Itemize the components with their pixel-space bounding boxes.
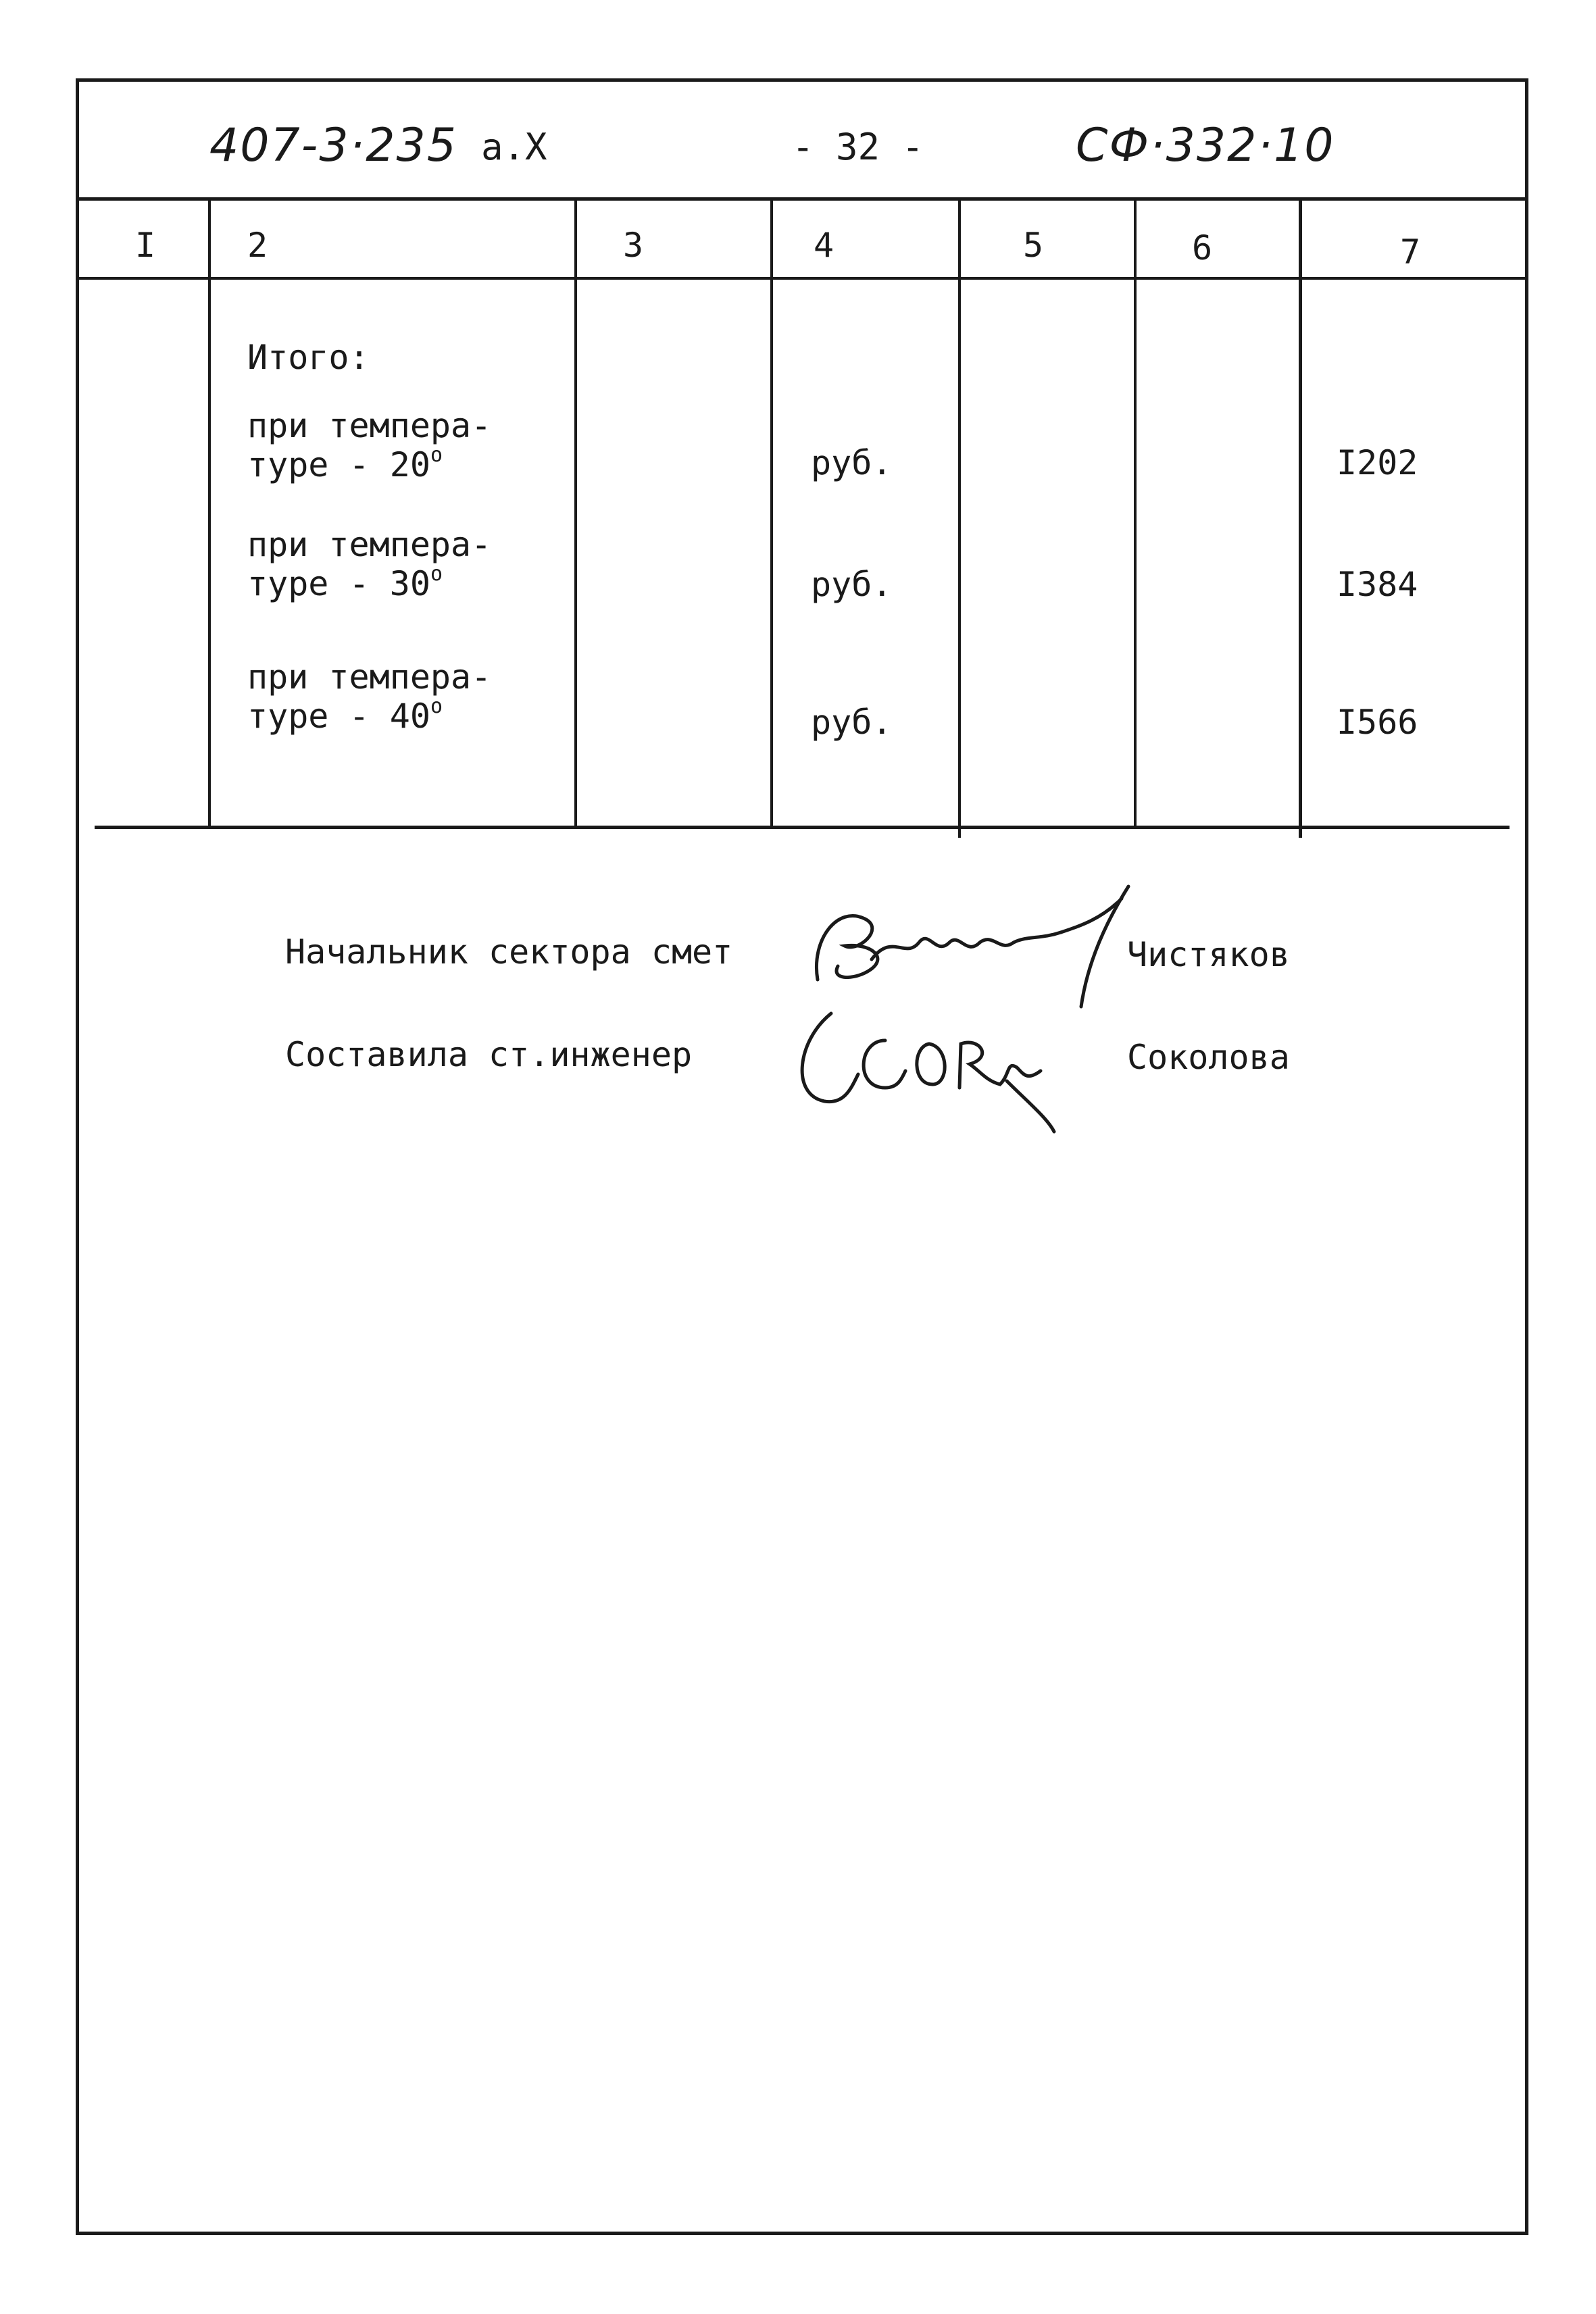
- column-divider-1: [208, 197, 211, 827]
- degree-mark: о: [430, 562, 443, 586]
- title-separator: [76, 197, 1528, 201]
- column-divider-3: [770, 197, 773, 827]
- table-row-3-unit: руб.: [811, 703, 893, 742]
- row-3-line-1: при темпера-: [247, 657, 492, 697]
- signature-name-1: Чистяков: [1127, 935, 1290, 974]
- column-divider-4: [958, 197, 961, 838]
- table-row-3-description: [247, 657, 492, 736]
- doc-code: 407-3·235: [209, 119, 457, 172]
- total-label: Итого:: [247, 338, 370, 377]
- table-row-2-description: [247, 525, 492, 603]
- table-row-2-unit: руб.: [811, 565, 893, 604]
- signature-role-1: Начальник сектора смет: [285, 932, 733, 972]
- degree-mark: о: [430, 695, 443, 718]
- column-number-3: 3: [623, 226, 644, 265]
- row-1-line-1: при темпера-: [247, 406, 492, 445]
- sheet-code: СФ·332·10: [1076, 119, 1335, 172]
- column-number-6: 6: [1192, 228, 1213, 268]
- column-header-separator: [76, 277, 1528, 280]
- column-number-7: 7: [1400, 232, 1421, 272]
- row-1-line-2: туре - $20^о$: [247, 443, 443, 484]
- signature-role-2: Составила ст.инженер: [285, 1035, 693, 1074]
- table-row-2-value: I384: [1337, 565, 1418, 604]
- column-number-1: I: [135, 226, 156, 265]
- page-frame: [76, 78, 1528, 2235]
- column-number-5: 5: [1023, 226, 1044, 265]
- column-divider-5: [1134, 197, 1137, 827]
- album-number: а.X: [481, 126, 547, 168]
- table-row-3-value: I566: [1337, 703, 1418, 742]
- table-row-1-value: I202: [1337, 443, 1418, 482]
- degree-mark: о: [430, 443, 443, 467]
- column-number-4: 4: [814, 226, 834, 265]
- table-bottom-rule: [95, 826, 1510, 829]
- column-divider-2: [574, 197, 577, 827]
- column-divider-6: [1299, 197, 1302, 838]
- row-3-line-2: туре - $40^о$: [247, 695, 443, 736]
- page-number: - 32 -: [792, 126, 924, 168]
- column-number-2: 2: [247, 226, 268, 265]
- signature-name-2: Соколова: [1127, 1038, 1290, 1077]
- table-row-1-unit: руб.: [811, 443, 893, 482]
- row-2-line-1: при темпера-: [247, 525, 492, 564]
- row-2-line-2: туре - $30^о$: [247, 562, 443, 603]
- handwritten-signature-2: [784, 986, 1068, 1149]
- table-row-1-description: [247, 406, 492, 484]
